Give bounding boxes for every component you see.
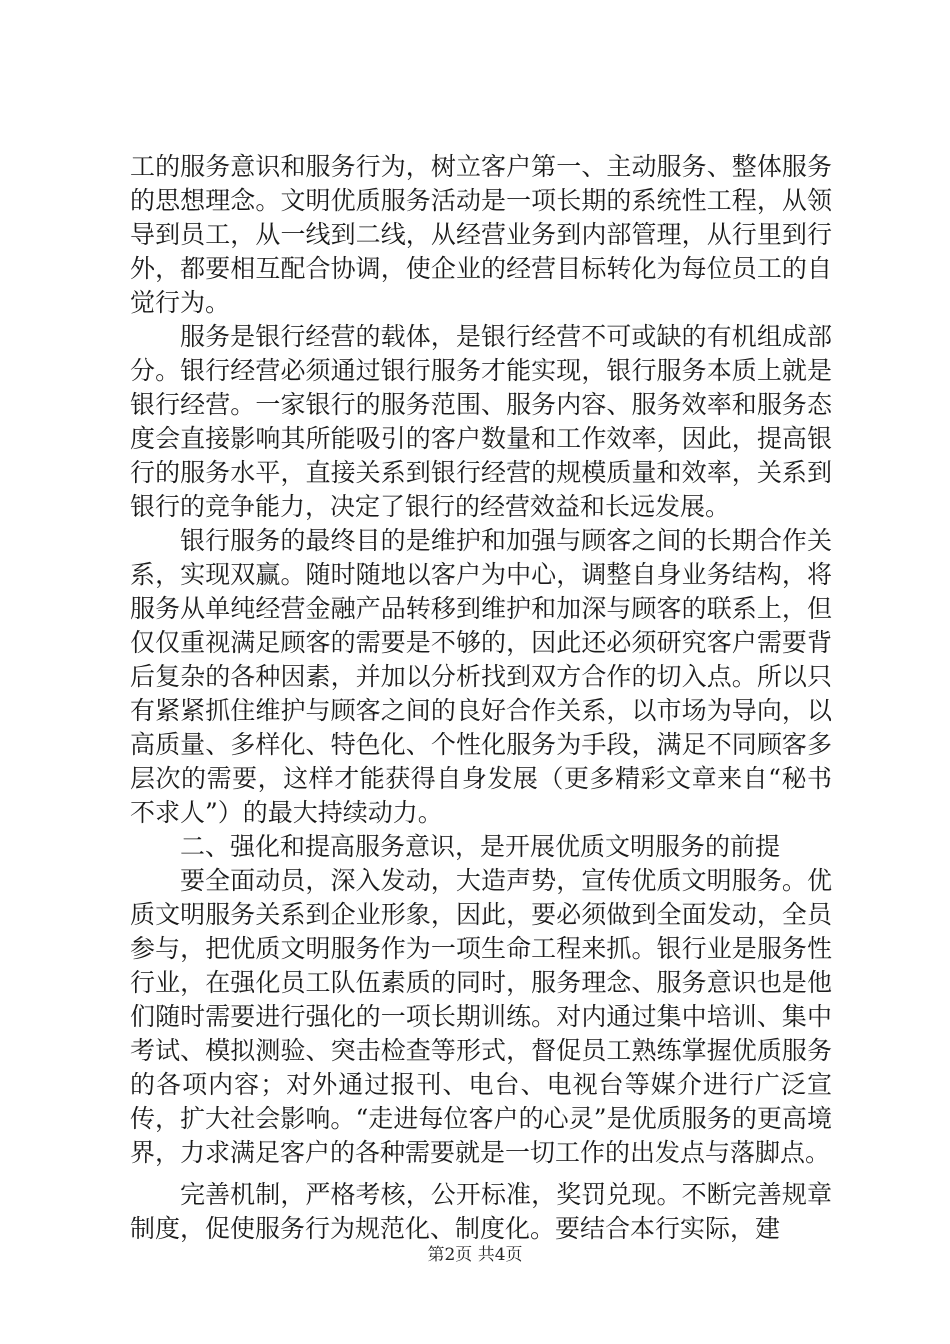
section-heading: 二、强化和提高服务意识，是开展优质文明服务的前提 bbox=[180, 832, 781, 861]
paragraph-mechanism: 完善机制，严格考核，公开标准，奖罚兑现。不断完善规章制度，促使服务行为规范化、制度化。要结合本行实际，建 bbox=[130, 1180, 832, 1243]
page-footer: 第2页 共4页 bbox=[427, 1245, 523, 1265]
paragraph-continuation: 工的服务意识和服务行为，树立客户第一、主动服务、整体服务的思想理念。文明优质服务活动是一项长期的系统性工程，从领导到员工，从一线到二线，从经营业务到内部管理，从行里到行外，都要相互配合协调，使企业的经营目标转化为每位员工的自觉行为。 bbox=[130, 152, 832, 317]
paragraph-service-carrier: 服务是银行经营的载体，是银行经营不可或缺的有机组成部分。银行经营必须通过银行服务才能实现，银行服务本质上就是银行经营。一家银行的服务范围、服务内容、服务效率和服务态度会直接影响其所能吸引的客户数量和工作效率，因此，提高银行的服务水平，直接关系到银行经营的规模质量和效率，关系到银行的竞争能力，决定了银行的经营效益和长远发展。 bbox=[130, 322, 832, 521]
paragraph-mobilization: 要全面动员，深入发动，大造声势，宣传优质文明服务。优质文明服务关系到企业形象，因此，要必须做到全面发动，全员参与，把优质文明服务作为一项生命工程来抓。银行业是服务性行业，在强化员工队伍素质的同时，服务理念、服务意识也是他们随时需要进行强化的一项长期训练。对内通过集中培训、集中考试、模拟测验、突击检查等形式，督促员工熟练掌握优质服务的各项内容；对外通过报刊、电台、电视台等媒介进行广泛宣传，扩大社会影响。“走进每位客户的心灵”是优质服务的更高境界，力求满足客户的各种需要就是一切工作的出发点与落脚点。 bbox=[130, 866, 832, 1167]
paragraph-service-goal: 银行服务的最终目的是维护和加强与顾客之间的长期合作关系，实现双赢。随时随地以客户为中心，调整自身业务结构，将服务从单纯经营金融产品转移到维护和加深与顾客的联系上，但仅仅重视满足顾客的需要是不够的，因此还必须研究客户需要背后复杂的各种因素，并加以分析找到双方合作的切入点。所以只有紧紧抓住维护与顾客之间的良好合作关系，以市场为导向，以高质量、多样化、特色化、个性化服务为手段，满足不同顾客多层次的需要，这样才能获得自身发展（更多精彩文章来自“秘书不求人”）的最大持续动力。 bbox=[130, 526, 832, 827]
document-body bbox=[130, 150, 832, 1246]
